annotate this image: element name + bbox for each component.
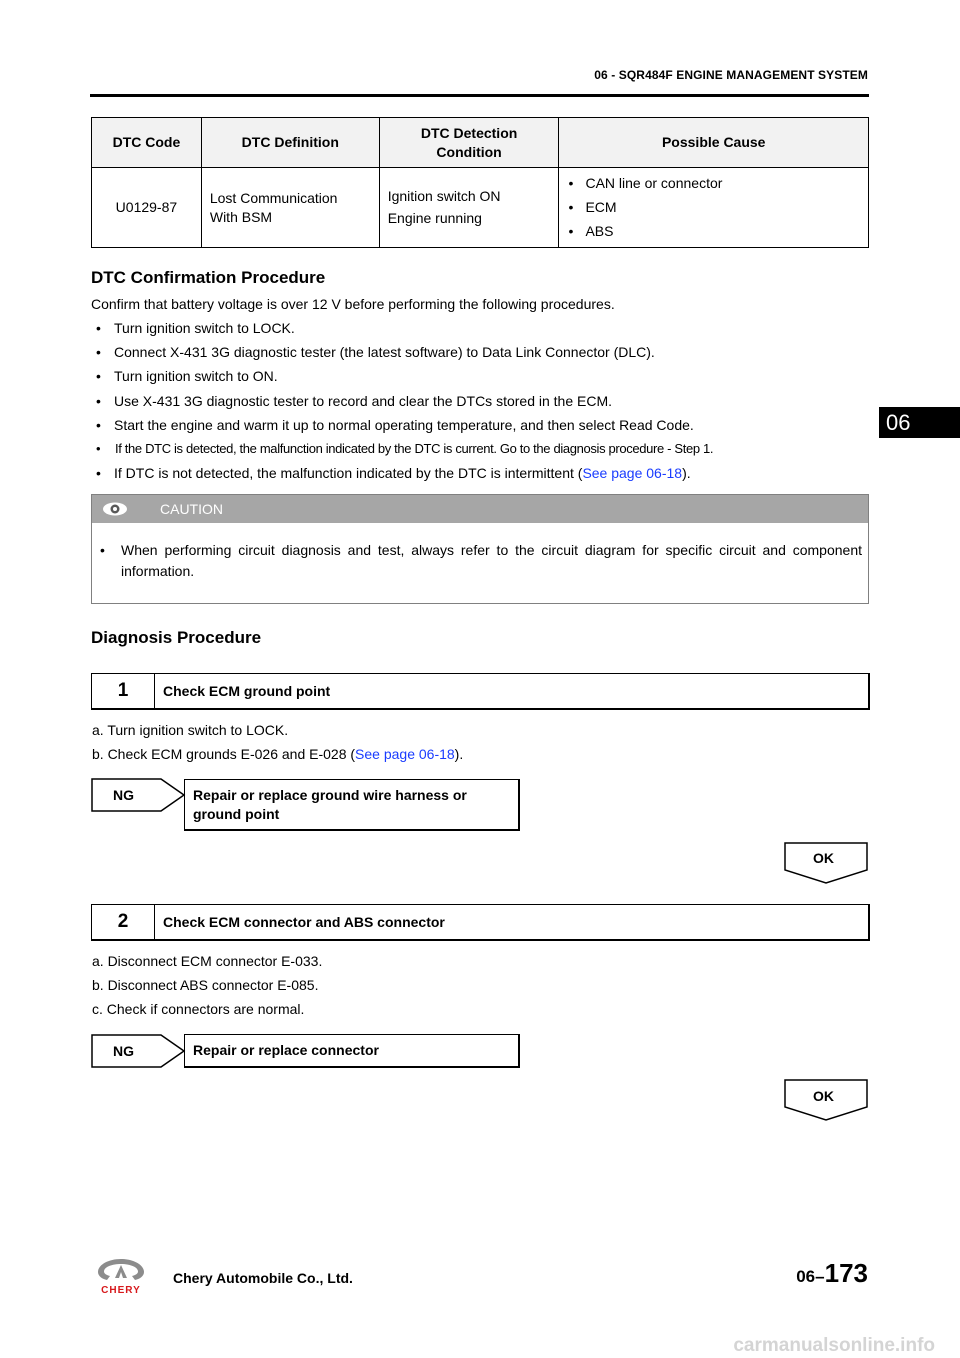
ng-action-box: Repair or replace ground wire harness or ground point xyxy=(184,779,520,831)
cause-list xyxy=(560,174,867,241)
diagnosis-title: Diagnosis Procedure xyxy=(91,628,262,647)
dtc-table xyxy=(91,117,869,248)
ok-label: OK xyxy=(813,850,834,866)
list-item: • Turn ignition switch to LOCK. xyxy=(96,320,295,336)
possible-cause-cell xyxy=(559,168,869,248)
list-item xyxy=(92,746,463,762)
ng-label: NG xyxy=(113,787,134,803)
ng-label: NG xyxy=(113,1043,134,1059)
step-number: 1 xyxy=(92,674,155,708)
ok-label: OK xyxy=(813,1088,834,1104)
list-item: b. Disconnect ABS connector E-085. xyxy=(92,977,319,993)
col-possible-cause: Possible Cause xyxy=(559,118,869,168)
col-dtc-code: DTC Code xyxy=(92,118,202,168)
page-dash: – xyxy=(815,1267,825,1286)
list-item: • Turn ignition switch to ON. xyxy=(96,368,278,384)
bullet-text: Turn ignition switch to ON. xyxy=(114,368,278,384)
bullet-text: Start the engine and warm it up to normal operating temperature, and then select Read Code. xyxy=(114,417,694,433)
list-item: • Connect X-431 3G diagnostic tester (the latest software) to Data Link Connector (DLC). xyxy=(96,344,655,360)
ng-arrow-tag xyxy=(91,778,186,812)
list-item: • ECM xyxy=(560,198,867,217)
bullet-text: Turn ignition switch to LOCK. xyxy=(114,320,295,336)
col-dtc-definition: DTC Definition xyxy=(201,118,379,168)
list-item: • Use X-431 3G diagnostic tester to record and clear the DTCs stored in the ECM. xyxy=(96,393,613,409)
list-item: a. Turn ignition switch to LOCK. xyxy=(92,722,289,738)
caution-text: When performing circuit diagnosis and test, always refer to the circuit diagram for specific circuit and component information. xyxy=(121,542,862,579)
chery-logo xyxy=(88,1256,154,1296)
confirmation-title: DTC Confirmation Procedure xyxy=(91,268,326,287)
step-number: 2 xyxy=(92,905,155,939)
list-item: • Start the engine and warm it up to normal operating temperature, and then select Read Code. xyxy=(96,417,694,433)
caution-label: CAUTION xyxy=(160,501,223,517)
dtc-condition-cell xyxy=(379,168,559,248)
list-item: c. Check if connectors are normal. xyxy=(92,1001,305,1017)
svg-text:CHERY: CHERY xyxy=(101,1285,141,1296)
ng-action-box: Repair or replace connector xyxy=(184,1034,520,1068)
condition-line: Engine running xyxy=(387,210,482,226)
col-dtc-condition: DTC Detection Condition xyxy=(379,118,559,168)
condition-line: Ignition switch ON xyxy=(387,188,501,204)
bullet-text: Connect X-431 3G diagnostic tester (the latest software) to Data Link Connector (DLC). xyxy=(114,344,655,360)
confirmation-intro: Confirm that battery voltage is over 12 V before performing the following procedures. xyxy=(91,296,615,312)
item-text-suffix: ). xyxy=(454,746,464,762)
footer-company: Chery Automobile Co., Ltd. xyxy=(173,1270,353,1286)
bullet-text: If the DTC is detected, the malfunction indicated by the DTC is current. Go to the diagnosis procedure - Step 1. xyxy=(115,441,714,456)
caution-box xyxy=(91,494,869,604)
page-header-title: 06 - SQR484F ENGINE MANAGEMENT SYSTEM xyxy=(594,68,868,82)
list-item: • If the DTC is detected, the malfunction indicated by the DTC is current. Go to the diagnosis procedure - Step 1. xyxy=(96,441,714,456)
page-number xyxy=(796,1258,868,1289)
watermark: carmanualsonline.info xyxy=(733,1335,935,1356)
bullet-dot: • xyxy=(100,542,105,558)
item-text: b. Check ECM grounds E-026 and E-028 ( xyxy=(92,746,356,762)
header-rule xyxy=(90,94,869,97)
see-page-link[interactable]: See page 06-18 xyxy=(582,465,683,481)
list-item: • If DTC is not detected, the malfunction indicated by the DTC is intermittent (See page 06-18). xyxy=(96,465,691,481)
section-side-tab: 06 xyxy=(879,407,960,438)
caution-body xyxy=(100,540,862,582)
ng-arrow-tag xyxy=(91,1034,186,1068)
dtc-code-cell: U0129-87 xyxy=(92,168,202,248)
bullet-text: Use X-431 3G diagnostic tester to record and clear the DTCs stored in the ECM. xyxy=(114,393,613,409)
page-section: 06 xyxy=(796,1267,816,1286)
bullet-text-suffix: ). xyxy=(682,465,691,481)
list-item: • CAN line or connector xyxy=(560,174,867,193)
see-page-link[interactable]: See page 06-18 xyxy=(355,746,455,762)
dtc-definition-cell: Lost Communication With BSM xyxy=(201,168,379,248)
list-item: • ABS xyxy=(560,222,867,241)
caution-header xyxy=(92,495,868,523)
step-label: Check ECM ground point xyxy=(163,683,331,699)
step-1-box xyxy=(91,673,870,710)
step-2-box xyxy=(91,904,870,941)
table-row xyxy=(92,168,869,248)
eye-icon xyxy=(102,501,128,517)
step-label: Check ECM connector and ABS connector xyxy=(163,914,445,930)
bullet-text: If DTC is not detected, the malfunction indicated by the DTC is intermittent ( xyxy=(114,465,583,481)
list-item: a. Disconnect ECM connector E-033. xyxy=(92,953,323,969)
page-num: 173 xyxy=(824,1258,868,1288)
dtc-table-header-row xyxy=(92,118,869,168)
